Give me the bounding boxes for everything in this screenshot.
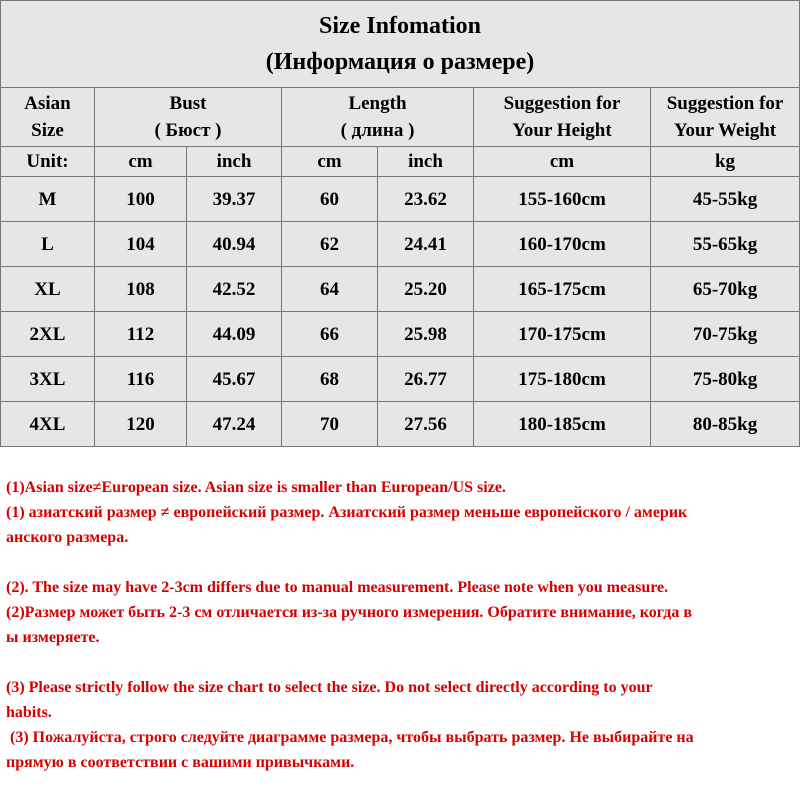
unit-cell: inch (378, 147, 474, 177)
header-height (474, 88, 651, 147)
table-row (1, 312, 800, 357)
table-cell: 65-70kg (651, 267, 800, 312)
table-cell: 70 (282, 402, 378, 447)
table-cell: L (1, 222, 95, 267)
table-cell: 175-180cm (474, 357, 651, 402)
size-notes (0, 446, 800, 800)
unit-cell: cm (95, 147, 187, 177)
table-cell: 27.56 (378, 402, 474, 447)
header-bust (95, 88, 282, 147)
table-cell: 100 (95, 177, 187, 222)
chart-title (1, 1, 800, 88)
unit-cell: inch (187, 147, 282, 177)
table-cell: 39.37 (187, 177, 282, 222)
table-cell: 75-80kg (651, 357, 800, 402)
table-cell: 116 (95, 357, 187, 402)
table-cell: 165-175cm (474, 267, 651, 312)
header-length-line2: ( длина ) (340, 120, 415, 141)
table-cell: 25.20 (378, 267, 474, 312)
header-length (282, 88, 474, 147)
header-asian-size-line2: Size (31, 120, 64, 141)
table-cell: 40.94 (187, 222, 282, 267)
table-cell: 70-75kg (651, 312, 800, 357)
table-cell: 4XL (1, 402, 95, 447)
table-cell: 80-85kg (651, 402, 800, 447)
note-line: ы измеряете. (6, 629, 100, 646)
header-weight-line1: Suggestion for (666, 93, 784, 114)
table-cell: 108 (95, 267, 187, 312)
header-bust-line2: ( Бюст ) (154, 120, 222, 141)
header-asian-size-line1: Asian (24, 93, 71, 114)
unit-row (1, 147, 800, 177)
table-cell: 155-160cm (474, 177, 651, 222)
table-cell: 68 (282, 357, 378, 402)
table-cell: 44.09 (187, 312, 282, 357)
table-cell: XL (1, 267, 95, 312)
unit-cell: kg (651, 147, 800, 177)
table-cell: 66 (282, 312, 378, 357)
header-weight (651, 88, 800, 147)
note-line: прямую в соответствии с вашими привычками. (6, 754, 355, 771)
unit-cell: Unit: (1, 147, 95, 177)
table-row (1, 357, 800, 402)
table-cell: 3XL (1, 357, 95, 402)
table-cell: 62 (282, 222, 378, 267)
table-cell: 112 (95, 312, 187, 357)
header-height-line2: Your Height (512, 120, 612, 141)
table-row (1, 222, 800, 267)
title-english: Size Infomation (319, 13, 482, 39)
note-line: (3) Пожалуйста, строго следуйте диаграмме размера, чтобы выбрать размер. Не выбирайте на (6, 729, 694, 746)
table-cell: 180-185cm (474, 402, 651, 447)
table-row (1, 402, 800, 447)
note-line: (3) Please strictly follow the size chart to select the size. Do not select directly according to your (6, 679, 653, 696)
header-bust-line1: Bust (169, 93, 207, 114)
note-line: (2). The size may have 2-3cm differs due to manual measurement. Please note when you measure. (6, 579, 669, 596)
table-cell: 170-175cm (474, 312, 651, 357)
header-asian-size (1, 88, 95, 147)
table-cell: 47.24 (187, 402, 282, 447)
table-cell: 24.41 (378, 222, 474, 267)
table-cell: 2XL (1, 312, 95, 357)
header-row (1, 88, 800, 147)
table-cell: M (1, 177, 95, 222)
table-cell: 104 (95, 222, 187, 267)
table-cell: 23.62 (378, 177, 474, 222)
note-line: (2)Размер может быть 2-3 см отличается из-за ручного измерения. Обратите внимание, когда в (6, 604, 692, 621)
table-cell: 45-55kg (651, 177, 800, 222)
title-row (1, 1, 800, 88)
unit-cell: cm (474, 147, 651, 177)
table-row (1, 177, 800, 222)
table-cell: 45.67 (187, 357, 282, 402)
table-cell: 25.98 (378, 312, 474, 357)
table-cell: 55-65kg (651, 222, 800, 267)
header-height-line1: Suggestion for (503, 93, 621, 114)
note-line: (1) азиатский размер ≠ европейский размер. Азиатский размер меньше европейского / америк (6, 504, 688, 521)
note-line: анского размера. (6, 529, 129, 546)
header-length-line1: Length (348, 93, 407, 114)
note-line: habits. (6, 704, 52, 721)
table-cell: 60 (282, 177, 378, 222)
table-cell: 120 (95, 402, 187, 447)
table-cell: 64 (282, 267, 378, 312)
table-cell: 42.52 (187, 267, 282, 312)
title-russian: (Информация о размере) (265, 49, 535, 75)
header-weight-line2: Your Weight (673, 120, 777, 141)
table-row (1, 267, 800, 312)
table-cell: 26.77 (378, 357, 474, 402)
unit-cell: cm (282, 147, 378, 177)
note-line: (1)Asian size≠European size. Asian size is smaller than European/US size. (6, 479, 506, 496)
table-cell: 160-170cm (474, 222, 651, 267)
